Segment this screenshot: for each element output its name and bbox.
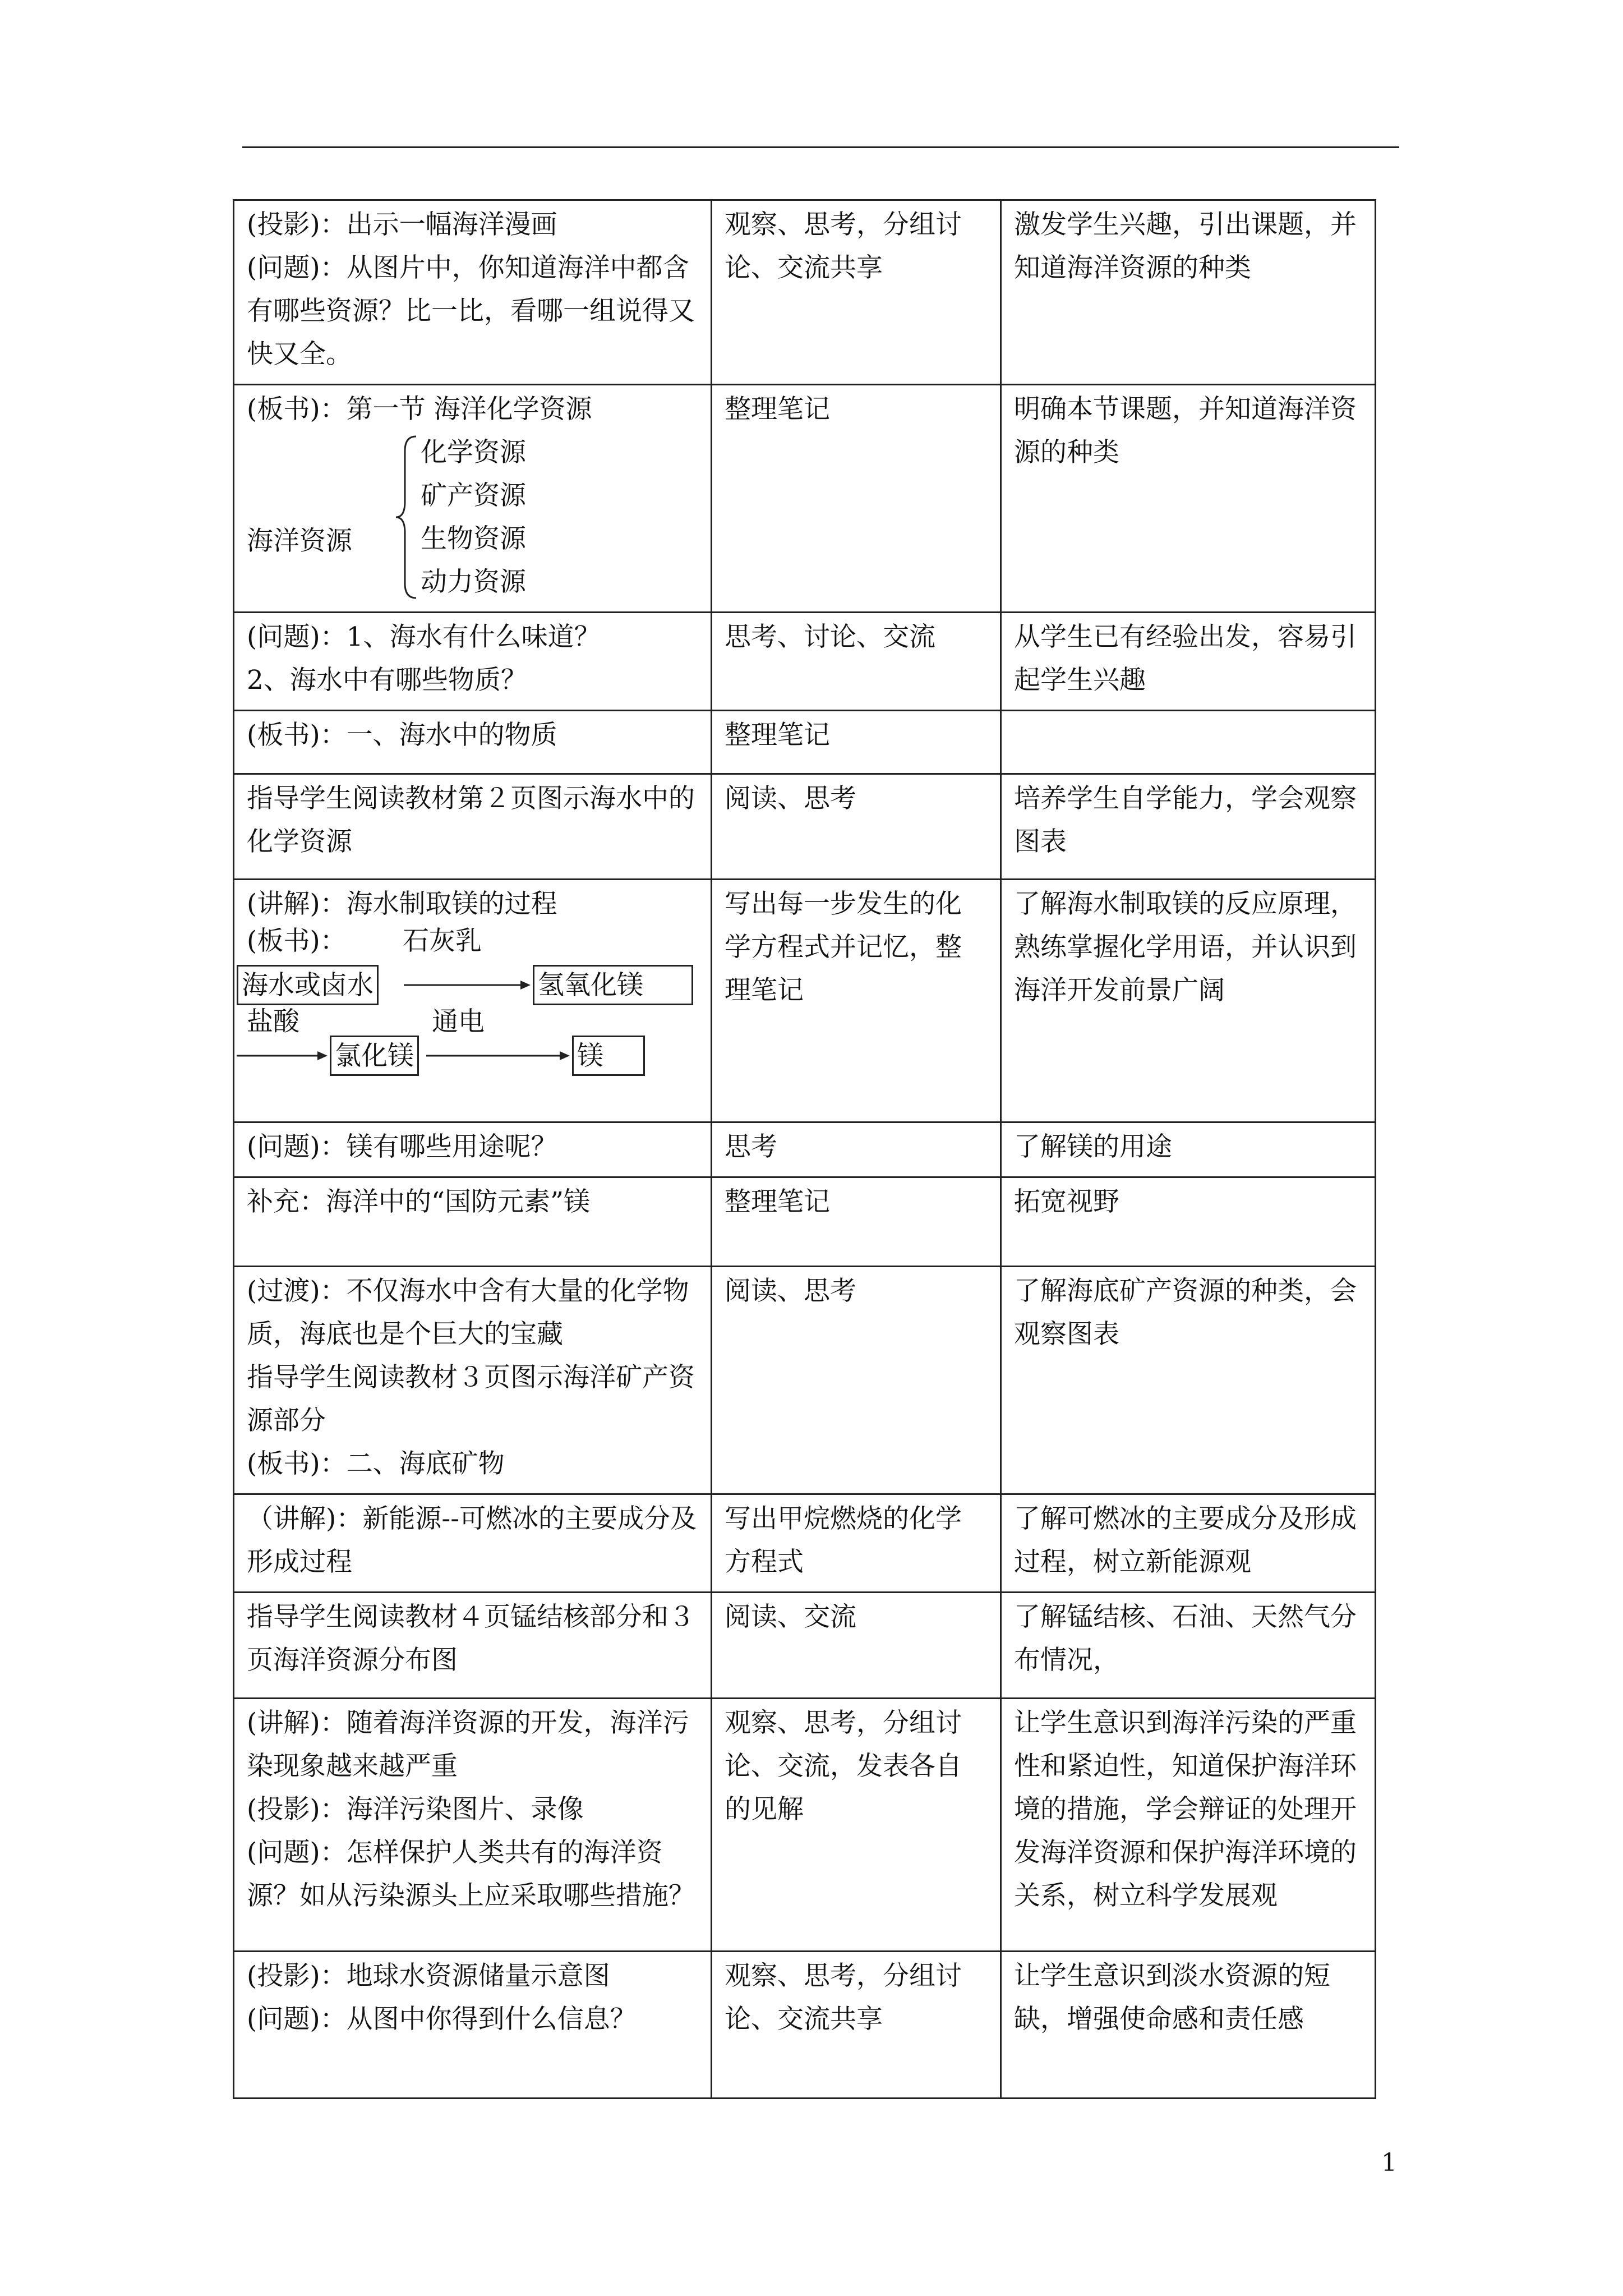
cell-text: 思考 <box>725 1131 777 1162</box>
cell-text: (板书)：二、海底矿物 <box>247 1448 505 1479</box>
table-row <box>234 1952 1376 2099</box>
table-row <box>234 1177 1376 1267</box>
cell-text: 阅读、思考 <box>725 1276 856 1306</box>
cell-text: 了解海底矿产资源的种类，会观察图表 <box>1014 1276 1357 1350</box>
cell-text: 观察、思考，分组讨论、交流共享 <box>725 1961 962 2035</box>
design-intent-cell <box>1001 613 1376 711</box>
table-row <box>234 1494 1376 1593</box>
cell-text: 整理笔记 <box>725 394 830 425</box>
teacher-activity-cell <box>234 711 712 774</box>
condition-label: 通电 <box>432 1006 485 1037</box>
student-activity-cell <box>712 613 1001 711</box>
cell-text: 指导学生阅读教材３页图示海洋矿产资源部分 <box>247 1362 695 1436</box>
outline-item: 矿产资源 <box>421 480 526 511</box>
cell-text: 阅读、交流 <box>725 1602 856 1632</box>
design-intent-cell <box>1001 1952 1376 2099</box>
cell-text: 思考、讨论、交流 <box>725 622 935 652</box>
cell-text: (问题)：从图中你得到什么信息？ <box>247 2004 637 2035</box>
teacher-activity-cell <box>234 1122 712 1177</box>
student-activity-cell <box>712 774 1001 880</box>
design-intent-cell <box>1001 1177 1376 1267</box>
curly-brace-icon <box>394 434 422 600</box>
design-intent-cell <box>1001 385 1376 613</box>
table-row <box>234 385 1376 613</box>
student-activity-cell <box>712 880 1001 1122</box>
table-row <box>234 880 1376 1122</box>
table-row <box>234 1593 1376 1699</box>
table-row <box>234 1122 1376 1177</box>
teacher-activity-cell <box>234 774 712 880</box>
cell-text: (过渡)：不仅海水中含有大量的化学物质，海底也是个巨大的宝藏 <box>247 1276 689 1350</box>
cell-text: 激发学生兴趣，引出课题，并知道海洋资源的种类 <box>1014 209 1357 283</box>
student-activity-cell <box>712 711 1001 774</box>
teacher-activity-cell <box>234 1177 712 1267</box>
teacher-activity-cell <box>234 613 712 711</box>
design-intent-cell <box>1001 711 1376 774</box>
cell-text: 阅读、思考 <box>725 783 856 814</box>
teacher-activity-cell <box>234 1952 712 2099</box>
design-intent-cell <box>1001 1593 1376 1699</box>
table-row <box>234 711 1376 774</box>
process-step: 海水或卤水 <box>237 965 379 1005</box>
teacher-activity-cell <box>234 1699 712 1952</box>
cell-text: (问题)：怎样保护人类共有的海洋资源？如从污染源头上应采取哪些措施？ <box>247 1837 695 1911</box>
cell-text: 指导学生阅读教材第２页图示海水中的化学资源 <box>247 783 695 857</box>
reagent-label: 石灰乳 <box>403 926 482 956</box>
student-activity-cell <box>712 1122 1001 1177</box>
outline-list <box>421 431 526 604</box>
cell-text: （讲解)：新能源--可燃冰的主要成分及形成过程 <box>247 1503 697 1577</box>
cell-text: (讲解)：随着海洋资源的开发，海洋污染现象越来越严重 <box>247 1708 689 1782</box>
outline-item: 生物资源 <box>421 523 526 554</box>
student-activity-cell <box>712 1177 1001 1267</box>
teacher-activity-cell <box>234 1267 712 1494</box>
cell-text: 让学生意识到淡水资源的短缺，增强使命感和责任感 <box>1014 1961 1330 2035</box>
teacher-activity-cell <box>234 1494 712 1593</box>
board-label: (板书)： <box>247 926 347 956</box>
header-rule <box>242 146 1399 148</box>
cell-text: (问题)：镁有哪些用途呢？ <box>247 1131 557 1162</box>
teacher-activity-cell <box>234 880 712 1122</box>
table-row <box>234 1267 1376 1494</box>
cell-text: 补充：海洋中的“国防元素”镁 <box>247 1186 591 1217</box>
lesson-plan-body <box>234 200 1376 2099</box>
table-row <box>234 200 1376 385</box>
student-activity-cell <box>712 1593 1001 1699</box>
student-activity-cell <box>712 200 1001 385</box>
cell-text: 拓宽视野 <box>1014 1186 1119 1217</box>
outline-item: 化学资源 <box>421 437 526 468</box>
cell-text: 观察、思考，分组讨论、交流共享 <box>725 209 962 283</box>
design-intent-cell <box>1001 1267 1376 1494</box>
student-activity-cell <box>712 1952 1001 2099</box>
cell-text: (投影)：地球水资源储量示意图 <box>247 1961 610 1991</box>
cell-text: 整理笔记 <box>725 1186 830 1217</box>
design-intent-cell <box>1001 1122 1376 1177</box>
resource-outline <box>247 431 698 604</box>
design-intent-cell <box>1001 1699 1376 1952</box>
cell-text: 了解海水制取镁的反应原理，熟练掌握化学用语，并认识到海洋开发前景广阔 <box>1014 889 1357 1006</box>
cell-text: 培养学生自学能力，学会观察图表 <box>1014 783 1357 857</box>
table-row <box>234 1699 1376 1952</box>
cell-text: (投影)：出示一幅海洋漫画 <box>247 209 557 240</box>
cell-text: 写出甲烷燃烧的化学方程式 <box>725 1503 962 1577</box>
cell-text: 让学生意识到海洋污染的严重性和紧迫性，知道保护海洋环境的措施，学会辩证的处理开发海洋资源和保护海洋环境的关系，树立科学发展观 <box>1014 1708 1357 1911</box>
cell-text: 了解镁的用途 <box>1014 1131 1172 1162</box>
cell-text: 明确本节课题，并知道海洋资源的种类 <box>1014 394 1357 468</box>
cell-text: (投影)：海洋污染图片、录像 <box>247 1794 584 1825</box>
cell-text: (板书)：第一节 海洋化学资源 <box>247 394 592 425</box>
table-row <box>234 613 1376 711</box>
process-step: 氯化镁 <box>330 1036 419 1076</box>
student-activity-cell <box>712 385 1001 613</box>
process-step: 镁 <box>572 1036 645 1076</box>
table-row <box>234 774 1376 880</box>
design-intent-cell <box>1001 880 1376 1122</box>
cell-text: (板书)：一、海水中的物质 <box>247 720 557 751</box>
cell-text: 了解锰结核、石油、天然气分布情况， <box>1014 1602 1357 1676</box>
design-intent-cell <box>1001 1494 1376 1593</box>
arrow-icon <box>237 1049 328 1062</box>
outline-root: 海洋资源 <box>247 526 352 556</box>
cell-text: 从学生已有经验出发，容易引起学生兴趣 <box>1014 622 1357 696</box>
process-step: 氢氧化镁 <box>533 965 693 1005</box>
design-intent-cell <box>1001 200 1376 385</box>
reagent-label: 盐酸 <box>247 1006 299 1037</box>
outline-item: 动力资源 <box>421 567 526 597</box>
cell-text: 了解可燃冰的主要成分及形成过程，树立新能源观 <box>1014 1503 1357 1577</box>
design-intent-cell <box>1001 774 1376 880</box>
student-activity-cell <box>712 1494 1001 1593</box>
cell-text: 整理笔记 <box>725 720 830 751</box>
arrow-icon <box>404 978 531 992</box>
teacher-activity-cell <box>234 1593 712 1699</box>
magnesium-process-diagram <box>242 926 698 1071</box>
teacher-activity-cell <box>234 385 712 613</box>
cell-text: (问题)：从图片中，你知道海洋中都含有哪些资源？比一比，看哪一组说得又快又全。 <box>247 252 695 370</box>
student-activity-cell <box>712 1267 1001 1494</box>
cell-text: 写出每一步发生的化学方程式并记忆，整理笔记 <box>725 889 962 1006</box>
lesson-plan-table <box>233 199 1376 2099</box>
page-number: 1 <box>1381 2148 1397 2177</box>
cell-text: 2、海水中有哪些物质？ <box>247 665 527 696</box>
cell-text: (讲解)：海水制取镁的过程 <box>247 889 557 919</box>
cell-text: 观察、思考，分组讨论、交流，发表各自的见解 <box>725 1708 962 1825</box>
teacher-activity-cell <box>234 200 712 385</box>
student-activity-cell <box>712 1699 1001 1952</box>
arrow-icon <box>426 1049 570 1062</box>
cell-text: (问题)：1、海水有什么味道？ <box>247 622 601 652</box>
cell-text: 指导学生阅读教材４页锰结核部分和３页海洋资源分布图 <box>247 1602 695 1676</box>
